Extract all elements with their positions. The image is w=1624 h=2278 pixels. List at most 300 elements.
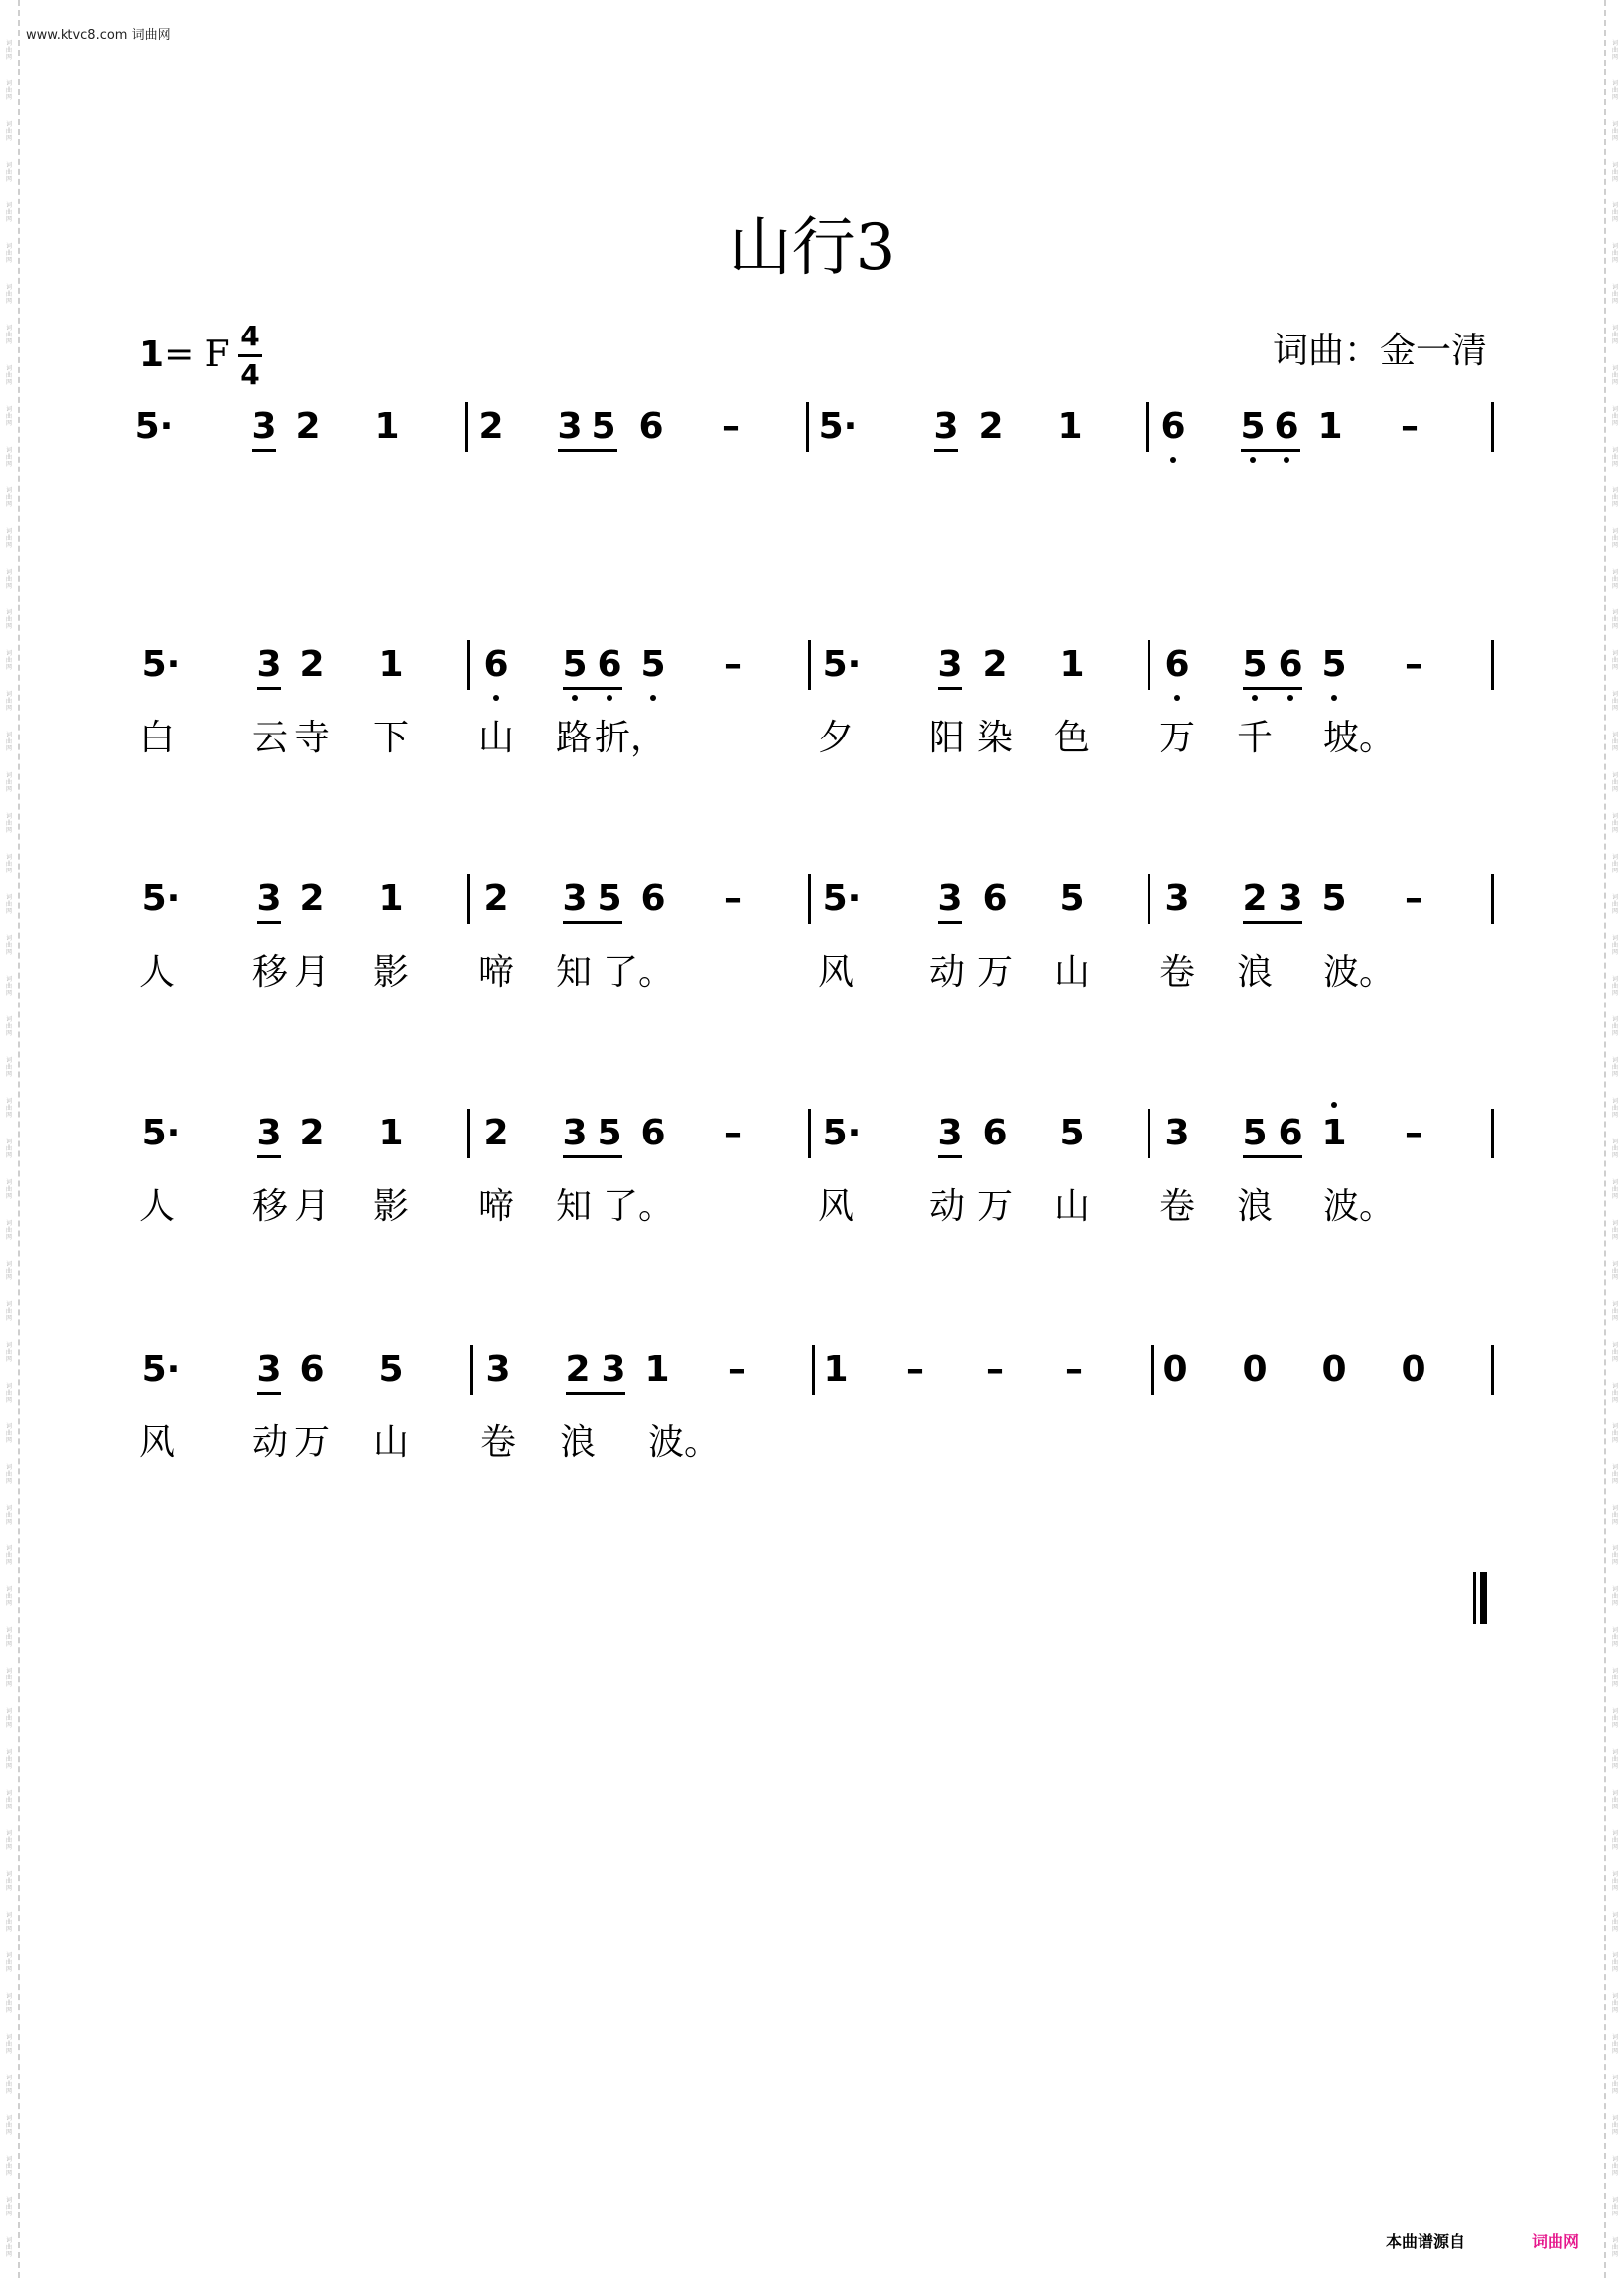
time-signature (238, 320, 262, 392)
octave-down-dot (650, 695, 656, 701)
watermark-mark: 词 曲 网 (1611, 1871, 1618, 1892)
watermark-mark: 词 曲 网 (1611, 1505, 1618, 1526)
note: 3 (562, 1113, 588, 1153)
lyric-syllable: 月 (293, 952, 330, 993)
barline (812, 1345, 815, 1395)
note: 2 (483, 878, 509, 919)
watermark-mark: 词 曲 网 (1611, 406, 1618, 427)
watermark-mark: 词 曲 网 (1611, 1586, 1618, 1607)
watermark-mark: 词 曲 网 (5, 1668, 12, 1688)
watermark-mark: 词 曲 网 (5, 365, 12, 386)
beam-underline (257, 1155, 281, 1158)
octave-down-dot (1250, 457, 1256, 463)
watermark-mark: 词 曲 网 (1611, 732, 1618, 752)
watermark-mark: 词 曲 网 (1611, 121, 1618, 142)
note: 5 (597, 1113, 622, 1153)
note: – (1405, 1113, 1422, 1153)
notes-row (137, 1340, 1491, 1409)
watermark-mark: 词 曲 网 (5, 487, 12, 508)
watermark-mark: 词 曲 网 (1611, 2034, 1618, 2055)
watermark-mark: 词 曲 网 (5, 650, 12, 671)
note: 1 (644, 1349, 670, 1390)
lyric-syllable: 波。 (1323, 952, 1396, 993)
barline (1151, 1345, 1154, 1395)
lyric-syllable: 人 (138, 1186, 175, 1227)
watermark-mark: 词 曲 网 (5, 1464, 12, 1485)
lyric-syllable: 动 (928, 1186, 965, 1227)
lyric-syllable: 动 (928, 952, 965, 993)
watermark-mark: 词 曲 网 (5, 1179, 12, 1200)
note: 6 (590, 635, 629, 695)
note: – (1065, 1349, 1083, 1390)
watermark-mark: 词 曲 网 (1611, 487, 1618, 508)
lyric-syllable: 知 (555, 952, 592, 993)
note: 6 (1157, 635, 1197, 695)
watermark-mark: 词 曲 网 (1611, 243, 1618, 264)
note: – (986, 1349, 1004, 1390)
watermark-mark: 词 曲 网 (1611, 1423, 1618, 1444)
watermark-mark: 词 曲 网 (5, 1505, 12, 1526)
lyric-syllable: 波。 (648, 1422, 721, 1463)
beam-underline (257, 921, 281, 924)
watermark-mark: 词 曲 网 (5, 243, 12, 264)
barline (467, 640, 470, 690)
note: 3 (557, 406, 583, 447)
watermark-mark: 词 曲 网 (5, 1952, 12, 1973)
lyric-syllable: 染 (976, 718, 1013, 758)
note: 2 (982, 644, 1008, 685)
watermark-mark: 词 曲 网 (5, 1545, 12, 1566)
octave-down-dot (607, 695, 612, 701)
lyrics-row (137, 476, 1491, 536)
watermark-mark: 词 曲 网 (5, 854, 12, 874)
lyric-syllable: 寺 (293, 718, 330, 758)
note: 0 (1321, 1349, 1347, 1390)
watermark-mark: 词 曲 网 (5, 284, 12, 305)
watermark-mark: 词 曲 网 (1611, 1668, 1618, 1688)
watermark-mark: 词 曲 网 (1611, 976, 1618, 997)
watermark-mark: 词 曲 网 (5, 1749, 12, 1770)
lyric-syllable: 路 (555, 718, 592, 758)
watermark-mark: 词 曲 网 (5, 2115, 12, 2136)
note: 3 (933, 406, 959, 447)
watermark-mark: 词 曲 网 (5, 1708, 12, 1729)
left-margin-watermark (0, 0, 20, 2278)
barline (806, 402, 809, 452)
barline (465, 402, 468, 452)
beam-underline (934, 449, 958, 452)
lyric-syllable: 知 (555, 1186, 592, 1227)
beam-underline (1243, 687, 1302, 690)
note: 6 (982, 878, 1008, 919)
watermark-mark: 词 曲 网 (5, 121, 12, 142)
song-title: 山行3 (728, 211, 896, 285)
note: 2 (978, 406, 1004, 447)
lyrics-row (137, 715, 1491, 774)
watermark-mark: 词 曲 网 (1611, 2115, 1618, 2136)
watermark-mark: 词 曲 网 (1611, 854, 1618, 874)
watermark-mark: 词 曲 网 (1611, 80, 1618, 101)
watermark-mark: 词 曲 网 (1611, 1993, 1618, 2014)
watermark-mark: 词 曲 网 (1611, 935, 1618, 956)
octave-down-dot (1287, 695, 1293, 701)
note: 5 (597, 878, 622, 919)
note: 2 (295, 406, 321, 447)
octave-down-dot (493, 695, 499, 701)
lyric-syllable: 山 (372, 1422, 409, 1463)
watermark-mark: 词 曲 网 (5, 2197, 12, 2217)
barline (1146, 402, 1149, 452)
barline (470, 1345, 473, 1395)
key-tonic: 1 (139, 335, 165, 375)
note: 2 (478, 406, 504, 447)
watermark-mark: 词 曲 网 (5, 2156, 12, 2177)
note: 1 (1057, 406, 1083, 447)
note: 5· (141, 1113, 181, 1153)
score-system-1 (134, 397, 1491, 536)
note: 1 (374, 406, 400, 447)
notes-row (137, 870, 1491, 939)
barline (808, 874, 811, 924)
lyric-syllable: 波。 (1323, 1186, 1396, 1227)
note: – (1405, 878, 1422, 919)
note: 3 (1278, 878, 1303, 919)
lyric-syllable: 移 (251, 952, 288, 993)
watermark-mark: 词 曲 网 (5, 732, 12, 752)
watermark-mark: 词 曲 网 (1611, 1830, 1618, 1851)
watermark-mark: 词 曲 网 (1611, 162, 1618, 183)
note: 5· (818, 406, 858, 447)
beam-underline (1243, 921, 1302, 924)
watermark-mark: 词 曲 网 (1611, 1220, 1618, 1241)
watermark-mark: 词 曲 网 (5, 2075, 12, 2095)
lyric-syllable: 影 (372, 1186, 409, 1227)
watermark-mark: 词 曲 网 (5, 1261, 12, 1281)
watermark-mark: 词 曲 网 (1611, 325, 1618, 345)
note: 3 (562, 878, 588, 919)
lyric-syllable: 风 (817, 1186, 854, 1227)
beam-underline (563, 1155, 622, 1158)
watermark-mark: 词 曲 网 (1611, 650, 1618, 671)
watermark-mark: 词 曲 网 (5, 1627, 12, 1648)
note: 6 (1271, 635, 1310, 695)
lyric-syllable: 万 (976, 952, 1013, 993)
note: 3 (937, 1113, 963, 1153)
score-system-4 (137, 1104, 1491, 1243)
watermark-mark: 词 曲 网 (1611, 1098, 1618, 1119)
note: 2 (1242, 878, 1268, 919)
watermark-mark: 词 曲 网 (1611, 202, 1618, 223)
watermark-mark: 词 曲 网 (5, 813, 12, 834)
lyric-syllable: 千 (1236, 718, 1273, 758)
beam-underline (257, 687, 281, 690)
note: 2 (565, 1349, 591, 1390)
watermark-mark: 词 曲 网 (5, 2034, 12, 2055)
watermark-mark: 词 曲 网 (1611, 894, 1618, 915)
beam-underline (257, 1392, 281, 1395)
key-name: = F (164, 335, 230, 375)
note: 6 (982, 1113, 1008, 1153)
watermark-mark: 词 曲 网 (1611, 1464, 1618, 1485)
watermark-mark: 词 曲 网 (1611, 1016, 1618, 1037)
note: 5· (141, 878, 181, 919)
note: 5· (822, 878, 862, 919)
watermark-mark: 词 曲 网 (5, 40, 12, 61)
note: 5 (378, 1349, 404, 1390)
lyric-syllable: 风 (817, 952, 854, 993)
lyric-syllable: 白 (138, 718, 175, 758)
watermark-mark: 词 曲 网 (5, 162, 12, 183)
barline (1491, 640, 1494, 690)
note: 0 (1242, 1349, 1268, 1390)
note: 5 (1242, 1113, 1268, 1153)
note: – (906, 1349, 924, 1390)
watermark-mark: 词 曲 网 (1611, 1708, 1618, 1729)
octave-down-dot (1170, 457, 1176, 463)
watermark-mark: 词 曲 网 (1611, 2197, 1618, 2217)
lyric-syllable: 万 (976, 1186, 1013, 1227)
note: – (724, 878, 742, 919)
watermark-mark: 词 曲 网 (5, 1016, 12, 1037)
note: – (724, 1113, 742, 1153)
lyric-syllable: 浪 (1236, 952, 1273, 993)
watermark-mark: 词 曲 网 (1611, 1383, 1618, 1404)
watermark-mark: 词 曲 网 (5, 1383, 12, 1404)
note: 3 (937, 644, 963, 685)
watermark-mark: 词 曲 网 (5, 2237, 12, 2258)
note: 0 (1401, 1349, 1426, 1390)
lyric-syllable: 夕 (817, 718, 854, 758)
note: 6 (638, 406, 664, 447)
note: 3 (251, 406, 277, 447)
watermark-mark: 词 曲 网 (1611, 772, 1618, 793)
note: 6 (476, 635, 516, 695)
note: – (724, 644, 742, 685)
lyric-syllable: 阳 (928, 718, 965, 758)
lyric-syllable: 了。 (603, 952, 675, 993)
note: 1 (1317, 406, 1343, 447)
composer-credit: 词曲：金一清 (1272, 331, 1487, 371)
lyric-syllable: 浪 (559, 1422, 596, 1463)
watermark-mark: 词 曲 网 (1611, 609, 1618, 630)
watermark-mark: 词 曲 网 (5, 80, 12, 101)
lyric-syllable: 云 (251, 718, 288, 758)
watermark-mark: 词 曲 网 (5, 935, 12, 956)
note: 6 (640, 1113, 666, 1153)
beam-underline (563, 687, 622, 690)
right-margin-watermark (1604, 0, 1624, 2278)
watermark-mark: 词 曲 网 (5, 406, 12, 427)
note: 5· (822, 644, 862, 685)
note: 5 (591, 406, 616, 447)
beam-underline (1243, 1155, 1302, 1158)
watermark-mark: 词 曲 网 (5, 1790, 12, 1810)
watermark-mark: 词 曲 网 (1611, 813, 1618, 834)
note: 1 (378, 1113, 404, 1153)
watermark-mark: 词 曲 网 (1611, 284, 1618, 305)
note: 0 (1162, 1349, 1188, 1390)
lyrics-row (137, 949, 1491, 1008)
watermark-mark: 词 曲 网 (5, 976, 12, 997)
lyrics-row (137, 1183, 1491, 1243)
barline (808, 1109, 811, 1158)
time-numerator: 4 (240, 320, 260, 352)
lyric-syllable: 影 (372, 952, 409, 993)
barline (467, 874, 470, 924)
note: – (722, 406, 740, 447)
note: 5 (1321, 878, 1347, 919)
lyric-syllable: 卷 (479, 1422, 516, 1463)
note: 5 (1235, 635, 1275, 695)
note: 6 (1153, 397, 1193, 457)
watermark-mark: 词 曲 网 (5, 325, 12, 345)
watermark-mark: 词 曲 网 (5, 202, 12, 223)
note: 1 (378, 644, 404, 685)
note: 3 (485, 1349, 511, 1390)
barline (1491, 1345, 1494, 1395)
notes-row (137, 635, 1491, 705)
watermark-mark: 词 曲 网 (1611, 1342, 1618, 1363)
watermark-mark: 词 曲 网 (1611, 1952, 1618, 1973)
beam-underline (566, 1392, 625, 1395)
barline (1148, 1109, 1150, 1158)
note: 3 (256, 1349, 282, 1390)
note: 6 (299, 1349, 325, 1390)
watermark-mark: 词 曲 网 (1611, 1057, 1618, 1078)
time-denominator: 4 (240, 358, 260, 391)
lyric-syllable: 山 (1053, 1186, 1090, 1227)
lyric-syllable: 卷 (1158, 1186, 1195, 1227)
lyric-syllable: 啼 (477, 1186, 514, 1227)
watermark-mark: 词 曲 网 (1611, 1179, 1618, 1200)
watermark-mark: 词 曲 网 (5, 691, 12, 712)
lyric-syllable: 月 (293, 1186, 330, 1227)
octave-down-dot (572, 695, 578, 701)
barline (1491, 402, 1494, 452)
note: 3 (937, 878, 963, 919)
note: 5· (141, 1349, 181, 1390)
note: 6 (640, 878, 666, 919)
note: 3 (601, 1349, 626, 1390)
watermark-mark: 词 曲 网 (5, 1301, 12, 1322)
watermark-mark: 词 曲 网 (5, 1098, 12, 1119)
note: 5· (141, 644, 181, 685)
lyric-syllable: 下 (372, 718, 409, 758)
watermark-mark: 词 曲 网 (1611, 1790, 1618, 1810)
watermark-mark: 词 曲 网 (1611, 2156, 1618, 2177)
watermark-mark: 词 曲 网 (5, 1057, 12, 1078)
barline (808, 640, 811, 690)
score-system-5 (137, 1340, 1491, 1479)
beam-underline (563, 921, 622, 924)
watermark-mark: 词 曲 网 (1611, 1545, 1618, 1566)
lyric-syllable: 山 (1053, 952, 1090, 993)
note: 3 (1164, 1113, 1190, 1153)
watermark-mark: 词 曲 网 (5, 1830, 12, 1851)
score-system-3 (137, 870, 1491, 1008)
watermark-mark: 词 曲 网 (1611, 1912, 1618, 1933)
octave-down-dot (1284, 457, 1289, 463)
watermark-mark: 词 曲 网 (5, 1871, 12, 1892)
watermark-mark: 词 曲 网 (5, 772, 12, 793)
note: 5 (555, 635, 595, 695)
watermark-mark: 词 曲 网 (1611, 691, 1618, 712)
note: 2 (483, 1113, 509, 1153)
note: 6 (1267, 397, 1306, 457)
lyric-syllable: 人 (138, 952, 175, 993)
footer-brand: 词曲网 (1532, 2232, 1580, 2251)
note: 1 (378, 878, 404, 919)
note: 5 (1314, 635, 1354, 695)
notes-row (137, 1104, 1491, 1173)
barline (1148, 640, 1150, 690)
footer-source-note: 本曲谱源自 (1386, 2232, 1466, 2251)
watermark-mark: 词 曲 网 (5, 1139, 12, 1159)
note: 5 (633, 635, 673, 695)
score-system-2 (137, 635, 1491, 774)
key-signature (139, 334, 230, 377)
watermark-mark: 词 曲 网 (1611, 1627, 1618, 1648)
watermark-mark: 词 曲 网 (5, 1423, 12, 1444)
note: – (728, 1349, 745, 1390)
beam-underline (252, 449, 276, 452)
beam-underline (938, 687, 962, 690)
note: 5 (1059, 878, 1085, 919)
watermark-mark: 词 曲 网 (5, 569, 12, 590)
barline (1491, 874, 1494, 924)
lyrics-row (137, 1419, 1491, 1479)
watermark-mark: 词 曲 网 (5, 528, 12, 549)
beam-underline (558, 449, 617, 452)
watermark-mark: 词 曲 网 (1611, 528, 1618, 549)
watermark-mark: 词 曲 网 (1611, 40, 1618, 61)
site-url: www.ktvc8.com 词曲网 (26, 28, 171, 43)
lyric-syllable: 卷 (1158, 952, 1195, 993)
barline (1491, 1109, 1494, 1158)
barline (1148, 874, 1150, 924)
watermark-mark: 词 曲 网 (5, 894, 12, 915)
lyric-syllable: 折， (595, 718, 667, 758)
note: 2 (299, 878, 325, 919)
lyric-syllable: 万 (1158, 718, 1195, 758)
beam-underline (938, 921, 962, 924)
note: 3 (1164, 878, 1190, 919)
lyric-syllable: 万 (293, 1422, 330, 1463)
lyric-syllable: 风 (138, 1422, 175, 1463)
note: 5 (1059, 1113, 1085, 1153)
lyric-syllable: 色 (1053, 718, 1090, 758)
watermark-mark: 词 曲 网 (1611, 2237, 1618, 2258)
watermark-mark: 词 曲 网 (1611, 1301, 1618, 1322)
note: 6 (1278, 1113, 1303, 1153)
octave-down-dot (1252, 695, 1258, 701)
note: 5· (134, 406, 174, 447)
note: 1 (1314, 1104, 1354, 1163)
lyric-syllable: 动 (251, 1422, 288, 1463)
note: – (1405, 644, 1422, 685)
note: – (1401, 406, 1419, 447)
lyric-syllable: 浪 (1236, 1186, 1273, 1227)
watermark-mark: 词 曲 网 (5, 1993, 12, 2014)
watermark-mark: 词 曲 网 (5, 1912, 12, 1933)
final-barline (1473, 1572, 1487, 1624)
watermark-mark: 词 曲 网 (1611, 365, 1618, 386)
note: 2 (299, 1113, 325, 1153)
watermark-mark: 词 曲 网 (5, 609, 12, 630)
watermark-mark: 词 曲 网 (5, 1586, 12, 1607)
watermark-mark: 词 曲 网 (1611, 447, 1618, 468)
watermark-mark: 词 曲 网 (5, 1220, 12, 1241)
